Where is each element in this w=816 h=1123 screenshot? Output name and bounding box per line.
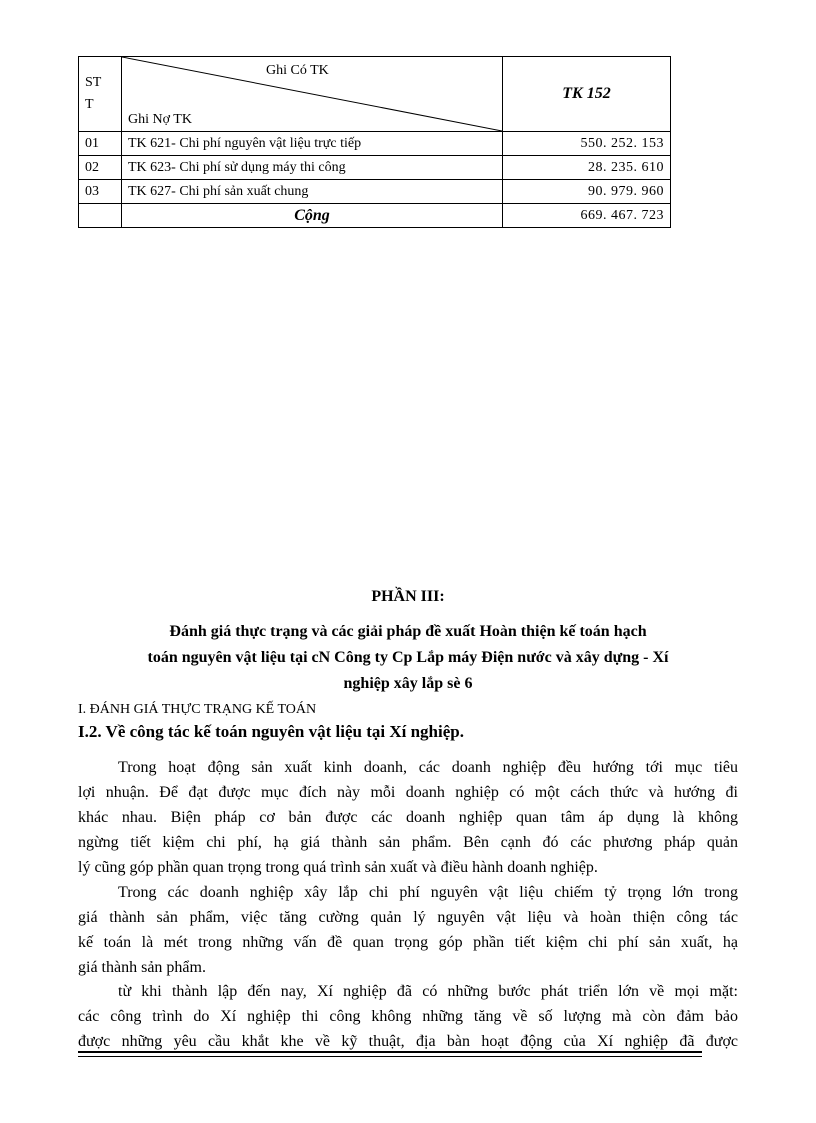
paragraph-1 xyxy=(78,755,738,880)
document-title xyxy=(78,619,738,697)
text-line: ngừng tiết kiệm chi phí, hạ giá thành sản phẩm. Bên cạnh đó các phương pháp quản xyxy=(78,834,738,851)
text-line: lý cũng góp phần quan trọng trong quá trình sản xuất và điều hành doanh nghiệp. xyxy=(78,859,598,876)
header-debit-label: Ghi Nợ TK xyxy=(128,112,192,127)
text-line: khác nhau. Biện pháp cơ bản được các doanh nghiệp quan tâm áp dụng là không xyxy=(78,809,738,826)
text-line: kế toán là mét trong những vấn đề quan trọng góp phần tiết kiệm chi phí sản xuất, hạ xyxy=(78,934,738,951)
text-line: các công trình do Xí nghiệp thi công không những tăng về số lượng mà còn đảm bảo xyxy=(78,1008,738,1025)
table-row xyxy=(79,156,671,180)
text-line: lợi nhuận. Để đạt được mục đích này mỗi doanh nghiệp có một cách thức và hướng đi xyxy=(78,784,738,801)
table-total-row xyxy=(79,204,671,228)
paragraph-3 xyxy=(78,979,738,1054)
title-line: Đánh giá thực trạng và các giải pháp đề xuất Hoàn thiện kế toán hạch xyxy=(169,623,647,640)
section-heading-1-2: I.2. Về công tác kế toán nguyên vật liệu tại Xí nghiệp. xyxy=(78,722,464,741)
table-row xyxy=(79,132,671,156)
title-line: toán nguyên vật liệu tại cN Công ty Cp Lắp máy Điện nước và xây dựng - Xí xyxy=(147,649,669,666)
table-row xyxy=(79,180,671,204)
text-line: từ khi thành lập đến nay, Xí nghiệp đã có những bước phát triển lớn về mọi mặt: xyxy=(118,983,738,1000)
row-stt: 02 xyxy=(79,156,122,180)
text-line: được những yêu cầu khắt khe về kỹ thuật, địa bàn hoạt động của Xí nghiệp đã được xyxy=(78,1033,738,1050)
part-title: PHẦN III: xyxy=(371,588,445,605)
row-amount: 90. 979. 960 xyxy=(503,180,671,204)
title-line: nghiệp xây lắp sè 6 xyxy=(343,675,473,692)
total-stt-empty xyxy=(79,204,122,228)
text-line: Trong các doanh nghiệp xây lắp chi phí nguyên vật liệu chiếm tỷ trọng lớn trong xyxy=(118,884,738,901)
header-account: TK 152 xyxy=(503,57,671,132)
header-credit-label: Ghi Có TK xyxy=(266,63,329,78)
row-description: TK 627- Chi phí sản xuất chung xyxy=(122,180,503,204)
row-description: TK 623- Chi phí sử dụng máy thi công xyxy=(122,156,503,180)
text-line: giá thành sản phẩm, việc tăng cường quản lý nguyên vật liệu và hoàn thiện công tác xyxy=(78,909,738,926)
paragraph-2 xyxy=(78,880,738,980)
total-label: Cộng xyxy=(122,204,503,228)
row-stt: 01 xyxy=(79,132,122,156)
row-stt: 03 xyxy=(79,180,122,204)
header-stt-text: ST T xyxy=(85,75,102,112)
table-header-row xyxy=(79,57,671,132)
footer-double-rule xyxy=(78,1051,702,1057)
row-description: TK 621- Chi phí nguyên vật liệu trực tiếp xyxy=(122,132,503,156)
text-line: Trong hoạt động sản xuất kinh doanh, các doanh nghiệp đều hướng tới mục tiêu xyxy=(118,759,738,776)
total-amount: 669. 467. 723 xyxy=(503,204,671,228)
row-amount: 28. 235. 610 xyxy=(503,156,671,180)
header-stt xyxy=(79,57,122,132)
section-heading-1: I. ĐÁNH GIÁ THỰC TRẠNG KẾ TOÁN xyxy=(78,702,317,717)
header-diagonal-cell xyxy=(122,57,503,132)
allocation-table xyxy=(78,56,671,228)
row-amount: 550. 252. 153 xyxy=(503,132,671,156)
text-line: giá thành sản phẩm. xyxy=(78,959,206,976)
